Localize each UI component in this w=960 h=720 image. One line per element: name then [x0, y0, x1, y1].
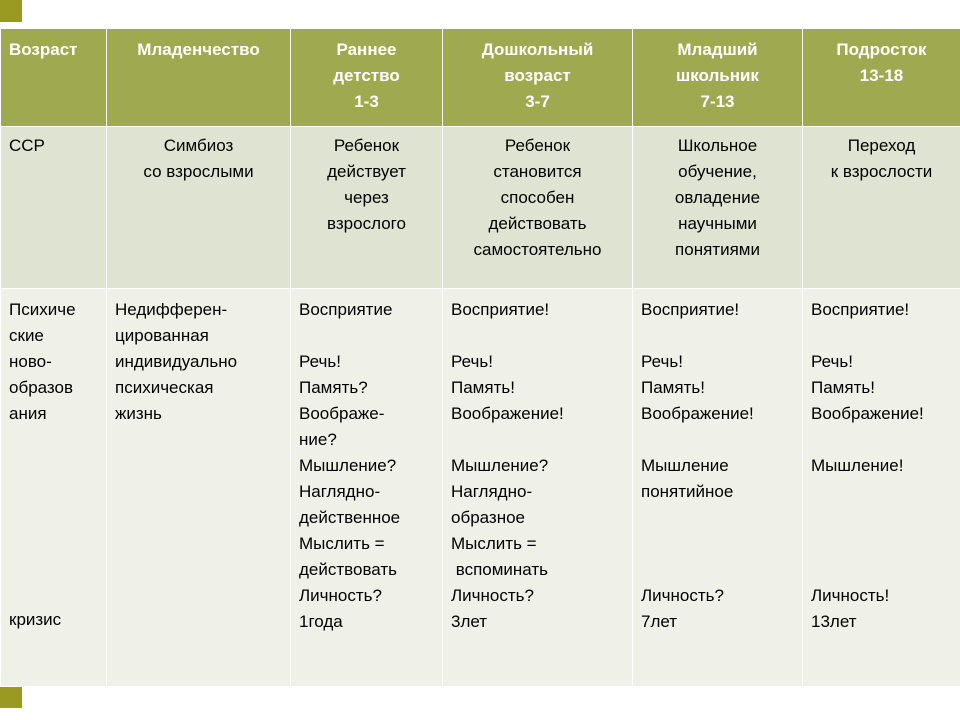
ssr-preschool-cell: [443, 127, 633, 289]
cell-line: [811, 505, 960, 531]
cell-line: образов: [9, 378, 73, 397]
cell-line: Наглядно-: [299, 482, 381, 501]
cell-line: цированная: [115, 326, 209, 345]
cell-line: 1года: [299, 612, 343, 631]
header-infancy: [107, 29, 291, 127]
cell-line: Недифферен-: [115, 300, 228, 319]
neoformations-teenager-cell: [803, 289, 960, 687]
cell-line: через: [344, 188, 389, 207]
cell-line: к взрослости: [830, 162, 933, 181]
ssr-infancy-cell: [107, 127, 291, 289]
cell-line: [811, 531, 960, 557]
cell-line: [641, 531, 802, 557]
cell-line: Мыслить =: [451, 534, 537, 553]
cell-line: Психиче: [9, 300, 76, 319]
cell-line: [811, 557, 960, 583]
cell-line: жизнь: [115, 404, 162, 423]
neoformations-label-cell: [1, 289, 107, 687]
header-line: 13-18: [859, 66, 904, 85]
cell-line: Речь!: [641, 352, 683, 371]
cell-line: Мыслить =: [299, 534, 385, 553]
ssr-early-childhood-cell: [291, 127, 443, 289]
cell-line: [811, 427, 960, 453]
cell-line: действовать: [488, 214, 587, 233]
cell-line: действовать: [299, 560, 398, 579]
cell-line: Мышление!: [811, 456, 904, 475]
cell-line: становится: [493, 162, 582, 181]
cell-line: Восприятие!: [811, 300, 910, 319]
corner-square-bottom: [0, 686, 22, 708]
cell-line: Память!: [451, 378, 515, 397]
cell-line: [641, 427, 802, 453]
header-line: 7-13: [700, 92, 735, 111]
cell-line: Переход: [847, 136, 916, 155]
ssr-row: [1, 127, 960, 289]
header-line: 1-3: [354, 92, 379, 111]
cell-line: действенное: [299, 508, 401, 527]
header-line: возраст: [504, 66, 571, 85]
cell-line: [451, 323, 632, 349]
cell-line: вспоминать: [451, 560, 549, 579]
cell-line: Память!: [641, 378, 705, 397]
cell-line: обучение,: [678, 162, 757, 181]
cell-line: Личность?: [299, 586, 382, 605]
age-periods-table: [0, 28, 960, 687]
cell-line: действует: [327, 162, 406, 181]
header-line: Младший: [677, 40, 758, 59]
header-line: Раннее: [336, 40, 397, 59]
header-age-label: Возраст: [9, 40, 78, 59]
cell-line: ново-: [9, 352, 52, 371]
cell-line: Память?: [299, 378, 368, 397]
cell-line: Ребенок: [504, 136, 571, 155]
header-line: 3-7: [525, 92, 550, 111]
cell-line: 7лет: [641, 612, 678, 631]
header-preschool: [443, 29, 633, 127]
cell-line: Восприятие!: [641, 300, 740, 319]
header-early-childhood: [291, 29, 443, 127]
cell-line: 13лет: [811, 612, 857, 631]
header-line: детство: [333, 66, 400, 85]
cell-line: самостоятельно: [473, 240, 602, 259]
cell-line: ние?: [299, 430, 337, 449]
cell-line: Мышление?: [451, 456, 549, 475]
cell-line: Мышление?: [299, 456, 397, 475]
header-age: [1, 29, 107, 127]
ssr-junior-school-cell: [633, 127, 803, 289]
cell-line: Восприятие: [299, 300, 393, 319]
cell-line: Восприятие!: [451, 300, 550, 319]
neoformations-junior-school-cell: [633, 289, 803, 687]
cell-line: понятийное: [641, 482, 734, 501]
header-teenager: [803, 29, 960, 127]
header-line: школьник: [676, 66, 759, 85]
cell-line: Симбиоз: [163, 136, 234, 155]
cell-line: Воображение!: [641, 404, 754, 423]
cell-line: взрослого: [327, 214, 406, 233]
cell-line: ские: [9, 326, 44, 345]
cell-line: Мышление: [641, 456, 729, 475]
cell-line: Личность?: [451, 586, 534, 605]
cell-line: Речь!: [299, 352, 341, 371]
cell-line: понятиями: [675, 240, 760, 259]
cell-line: [811, 323, 960, 349]
crisis-label: кризис: [9, 610, 62, 629]
cell-line: 3лет: [451, 612, 488, 631]
cell-line: Воображение!: [451, 404, 564, 423]
cell-line: Речь!: [811, 352, 853, 371]
ssr-label-cell: [1, 127, 107, 289]
header-row: [1, 29, 960, 127]
cell-line: Речь!: [451, 352, 493, 371]
cell-line: Воображе-: [299, 404, 385, 423]
header-infancy-label: Младенчество: [137, 40, 260, 59]
header-junior-school: [633, 29, 803, 127]
cell-line: [641, 557, 802, 583]
cell-line: образное: [451, 508, 526, 527]
neoformations-preschool-cell: [443, 289, 633, 687]
neoformations-infancy-cell: [107, 289, 291, 687]
cell-line: овладение: [674, 188, 761, 207]
cell-line: [811, 479, 960, 505]
cell-line: научными: [678, 214, 757, 233]
cell-line: Личность?: [641, 586, 724, 605]
header-line: Дошкольный: [481, 40, 594, 59]
cell-line: со взрослыми: [143, 162, 254, 181]
cell-line: ания: [9, 404, 47, 423]
cell-line: Личность!: [811, 586, 890, 605]
ssr-teenager-cell: [803, 127, 960, 289]
corner-square-top: [0, 0, 22, 22]
header-line: Подросток: [836, 40, 927, 59]
neoformations-early-childhood-cell: [291, 289, 443, 687]
ssr-label: ССР: [9, 136, 45, 155]
neoformations-row: [1, 289, 960, 687]
cell-line: Наглядно-: [451, 482, 533, 501]
cell-line: [451, 427, 632, 453]
cell-line: [299, 323, 442, 349]
cell-line: Воображение!: [811, 404, 924, 423]
cell-line: [641, 505, 802, 531]
cell-line: психическая: [115, 378, 214, 397]
cell-line: Ребенок: [333, 136, 400, 155]
cell-line: способен: [500, 188, 575, 207]
cell-line: Память!: [811, 378, 875, 397]
cell-line: индивидуально: [115, 352, 238, 371]
cell-line: Школьное: [677, 136, 758, 155]
cell-line: [641, 323, 802, 349]
